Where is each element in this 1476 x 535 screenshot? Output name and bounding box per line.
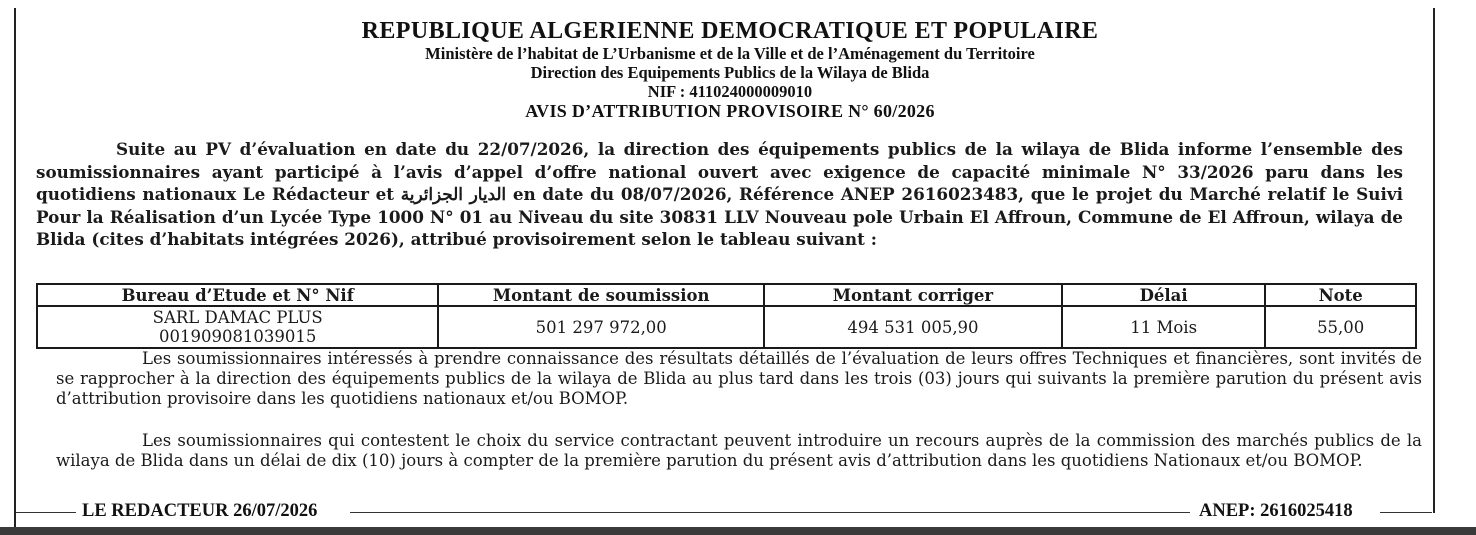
footer-rule-left [16, 512, 76, 513]
nif-line: NIF : 411024000009010 [647, 82, 813, 101]
appeal-paragraph: Les soumissionnaires qui contestent le choix du service contractant peuvent introduire un recours auprès de la commission des marchés publics de la wilaya de Blida dans un délai de dix (10) jours à compter de la première parution du présent avis d’attribution dans les quotidiens Nationaux et/ou BOMOP. [56, 431, 1422, 470]
intro-section [36, 138, 1403, 251]
header-montant-soumission: Montant de soumission [438, 284, 764, 306]
cell-note: 55,00 [1265, 306, 1416, 348]
bureau-nif: 001909081039015 [158, 327, 317, 346]
cell-delai: 11 Mois [1062, 306, 1266, 348]
cell-montant-corriger: 494 531 005,90 [764, 306, 1062, 348]
results-table [36, 283, 1417, 349]
document-header [40, 18, 1420, 122]
table-header-row [37, 284, 1416, 306]
consultation-paragraph: Les soumissionnaires intéressés à prendre connaissance des résultats détaillés de l’évaluation de leurs offres Techniques et financières, sont invités de se rapprocher à la direction des équipements publics de la wilaya de Blida au plus tard dans les trois (03) jours qui suivants la première parution du présent avis d’attribution provisoire dans les quotidiens nationaux et/ou BOMOP. [56, 349, 1422, 408]
intro-paragraph: Suite au PV d’évaluation en date du 22/07/2026, la direction des équipements publics de la wilaya de Blida informe l’ensemble des soumissionnaires ayant participé à l’avis d’appel d’offre national ouvert avec exigence de capacité minimale N° 33/2026 paru dans les quotidiens nationaux Le Rédacteur et الديار الجزائرية en date du 08/07/2026, Référence ANEP 2616023483, que le projet du Marché relatif le Suivi Pour la Réalisation d’un Lycée Type 1000 N° 01 au Niveau du site 30831 LLV Nouveau pole Urbain El Affroun, Commune de El Affroun, wilaya de Blida (cites d’habitats intégrées 2026), attribué provisoirement selon le tableau suivant : [36, 139, 1403, 249]
appeal-section [56, 431, 1422, 471]
header-bureau: Bureau d’Etude et N° Nif [37, 284, 438, 306]
footer-publication: LE REDACTEUR 26/07/2026 [78, 501, 321, 522]
header-montant-corriger: Montant corriger [764, 284, 1062, 306]
frame-left-border [14, 8, 16, 535]
frame-right-border [1433, 8, 1435, 513]
table-row [37, 306, 1416, 348]
header-note: Note [1265, 284, 1416, 306]
direction-line: Direction des Equipements Publics de la Wilaya de Blida [530, 63, 930, 82]
notice-title: AVIS D’ATTRIBUTION PROVISOIRE N° 60/2026 [525, 101, 935, 121]
footer-rule-middle [350, 512, 1190, 513]
consultation-section [56, 349, 1422, 409]
cell-montant-soumission: 501 297 972,00 [438, 306, 764, 348]
footer-rule-right [1380, 512, 1432, 513]
ministry-line: Ministère de l’habitat de L’Urbanisme et de la Ville et de l’Aménagement du Territoire [425, 44, 1035, 63]
republic-title: REPUBLIQUE ALGERIENNE DEMOCRATIQUE ET POPULAIRE [361, 18, 1099, 44]
header-delai: Délai [1062, 284, 1266, 306]
cell-bureau [37, 306, 438, 348]
scan-bottom-edge [0, 527, 1476, 535]
bureau-name: SARL DAMAC PLUS [152, 308, 323, 327]
footer-anep: ANEP: 2616025418 [1195, 501, 1357, 522]
